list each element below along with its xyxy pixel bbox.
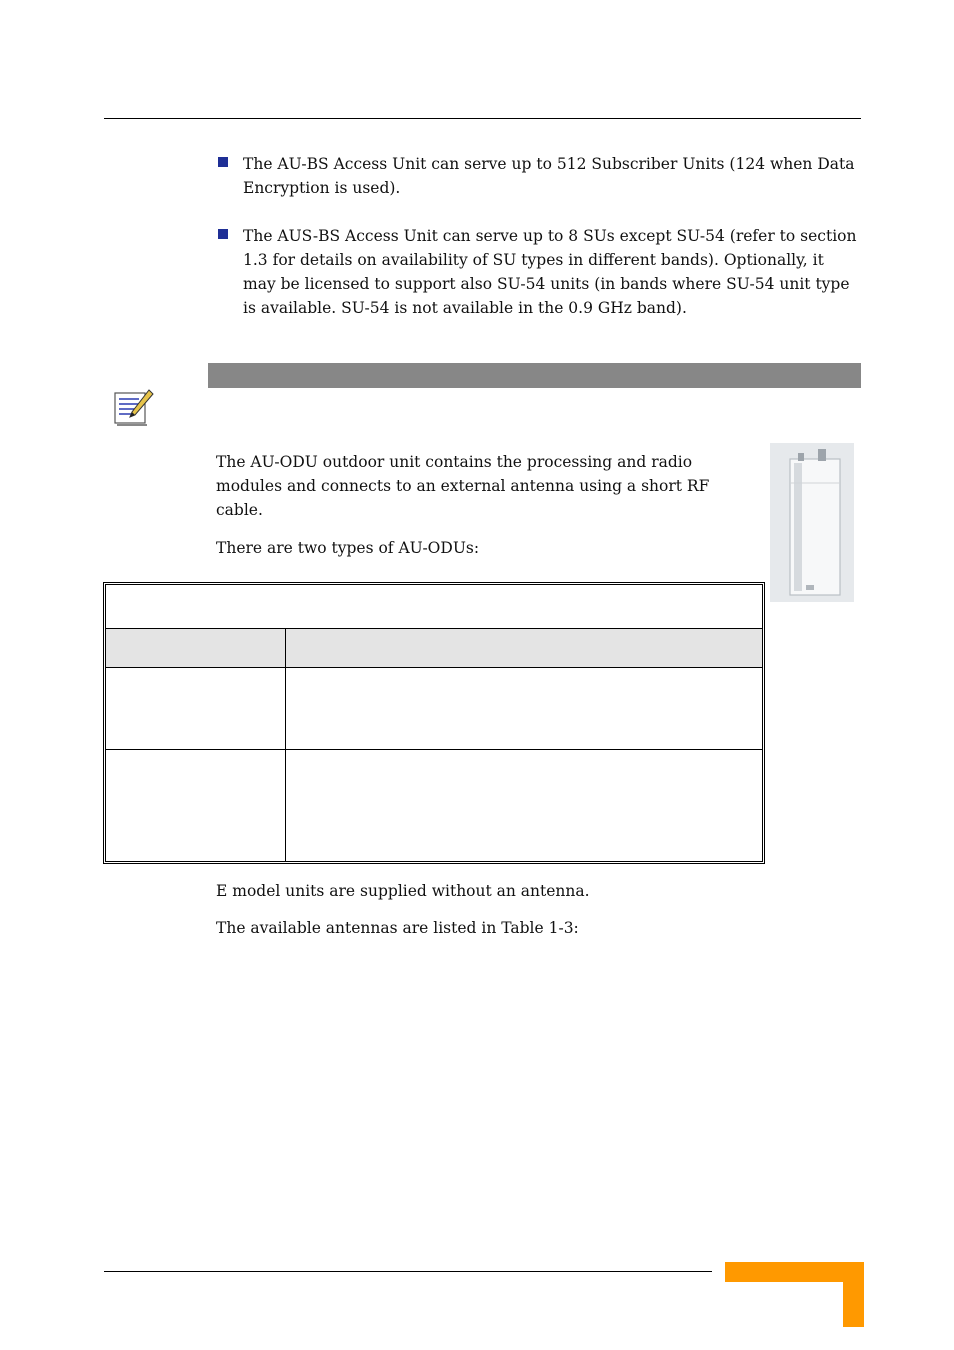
after-table-line-1: E model units are supplied without an antenna. <box>216 882 590 900</box>
bullet-line: is available. SU-54 is not available in the 0.9 GHz band). <box>243 299 687 317</box>
table-header-row <box>106 629 762 667</box>
types-sentence: There are two types of AU-ODUs: <box>216 539 480 557</box>
footer-rule <box>104 1271 712 1272</box>
table-column-divider <box>285 629 286 861</box>
table-divider <box>106 667 762 668</box>
intro-line: modules and connects to an external antenna using a short RF <box>216 477 710 495</box>
bullet-line: may be licensed to support also SU-54 units (in bands where SU-54 unit type <box>243 275 850 293</box>
note-pencil-icon <box>113 388 157 426</box>
bullet-item-aus-bs <box>243 224 863 320</box>
bullet-square-icon <box>218 157 228 167</box>
au-odu-unit-photo <box>770 443 854 602</box>
bullet-line: The AUS-BS Access Unit can serve up to 8 SUs except SU-54 (refer to section <box>243 227 857 245</box>
bullet-line: 1.3 for details on availability of SU types in different bands). Optionally, it <box>243 251 824 269</box>
intro-line: The AU-ODU outdoor unit contains the processing and radio <box>216 453 693 471</box>
table-divider <box>106 628 762 629</box>
section-heading-bar <box>208 363 861 388</box>
intro-line: cable. <box>216 501 263 519</box>
table-caption-row <box>106 585 762 629</box>
bullet-line: Encryption is used). <box>243 179 401 197</box>
bullet-item-au-bs <box>243 152 863 200</box>
au-odu-types-table <box>103 582 765 864</box>
bullet-square-icon <box>218 229 228 239</box>
page-tab-side <box>843 1262 864 1327</box>
after-table-line-2: The available antennas are listed in Table 1-3: <box>216 919 579 937</box>
table-divider <box>106 749 762 750</box>
header-rule <box>104 118 861 119</box>
bullet-line: The AU-BS Access Unit can serve up to 512 Subscriber Units (124 when Data <box>243 155 855 173</box>
intro-paragraph <box>216 450 756 522</box>
